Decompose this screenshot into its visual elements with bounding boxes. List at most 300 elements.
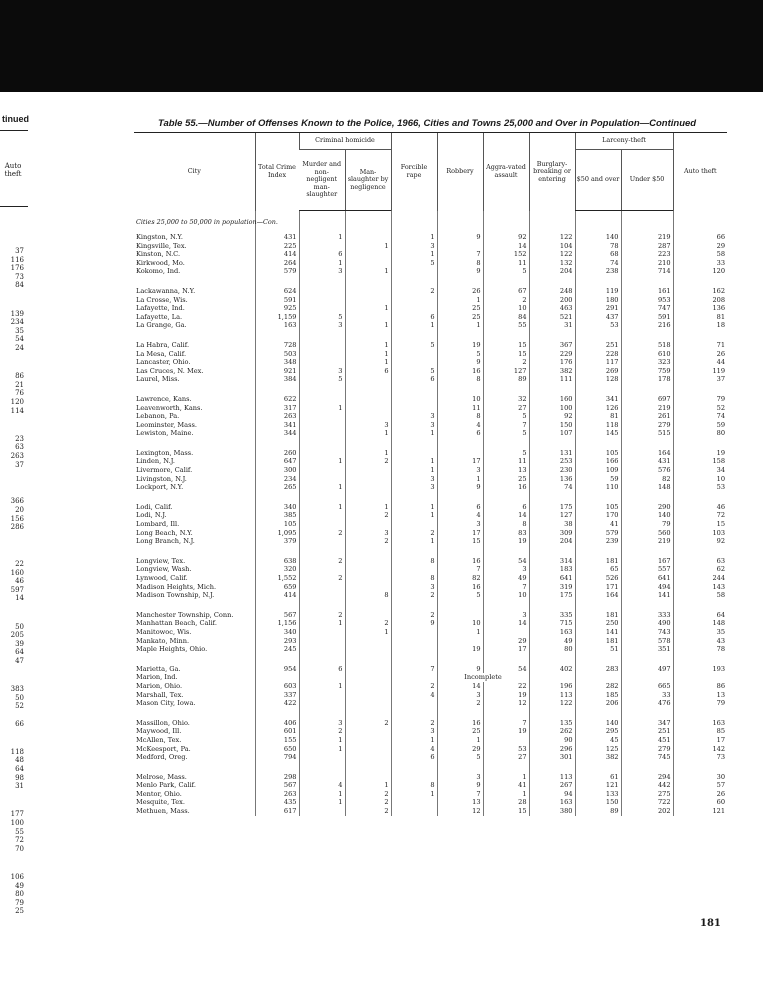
table-row [134,287,727,296]
city-cell: Lebanon, Pa. [136,412,180,421]
larceny-under-50-cell: 161 [621,287,673,296]
larceny-50-over-cell: 164 [575,591,621,600]
forcible-rape-cell [391,773,437,782]
city-cell: Laurel, Miss. [136,375,180,384]
aggravated-assault-cell: 54 [483,557,529,566]
robbery-cell [437,449,483,458]
left-auto-theft-value: 35 [15,326,24,335]
robbery-cell: 5 [437,753,483,762]
table-row [134,574,727,583]
total-crime-index-cell: 234 [255,475,299,484]
left-auto-theft-value: 177 [10,810,24,819]
total-crime-index-cell: 385 [255,511,299,520]
murder-cell: 1 [299,483,345,492]
incomplete-note: Incomplete [437,673,529,682]
criminal-homicide-header: Criminal homicide [299,133,391,150]
murder-cell [299,287,345,296]
city-cell: Lockport, N.Y. [136,483,184,492]
aggravated-assault-cell: 15 [483,807,529,816]
auto-theft-cell: 72 [673,511,727,520]
auto-theft-cell: 208 [673,296,727,305]
murder-cell [299,466,345,475]
table-row [134,628,727,637]
burglary-cell: 122 [529,250,575,259]
group-spacer [134,600,727,611]
manslaughter-cell: 2 [345,790,391,799]
total-crime-index-cell: 601 [255,727,299,736]
larceny-under-50-cell: 275 [621,790,673,799]
city-cell: Lodi, N.J. [136,511,167,520]
auto-theft-cell: 162 [673,287,727,296]
murder-cell: 1 [299,259,345,268]
left-auto-theft-value: 366 [10,497,24,506]
left-auto-theft-value: 139 [10,309,24,318]
city-cell: Las Cruces, N. Mex. [136,366,204,375]
forcible-rape-cell: 1 [391,233,437,242]
aggravated-assault-cell: 89 [483,375,529,384]
total-crime-index-cell: 591 [255,296,299,305]
aggravated-assault-cell: 14 [483,619,529,628]
larceny-50-over-cell: 74 [575,259,621,268]
forcible-rape-cell: 1 [391,321,437,330]
larceny-under-50-cell: 219 [621,233,673,242]
manslaughter-cell [345,313,391,322]
left-auto-theft-value: 37 [15,460,24,469]
left-auto-theft-value: 286 [10,523,24,532]
auto-theft-cell: 58 [673,250,727,259]
burglary-cell: 31 [529,321,575,330]
table-row [134,429,727,438]
robbery-cell: 7 [437,790,483,799]
total-crime-index-cell: 337 [255,691,299,700]
aggravated-assault-cell: 67 [483,287,529,296]
page-number: 181 [700,918,721,929]
larceny-under-50-cell: 442 [621,781,673,790]
burglary-cell: 641 [529,574,575,583]
burglary-cell: 463 [529,304,575,313]
burglary-cell: 90 [529,736,575,745]
robbery-cell: 3 [437,691,483,700]
burglary-cell: 113 [529,691,575,700]
forcible-rape-cell: 8 [391,574,437,583]
robbery-cell: 4 [437,511,483,520]
larceny-under-50-cell: 578 [621,637,673,646]
manslaughter-cell [345,745,391,754]
left-auto-theft-value: 22 [15,560,24,568]
city-cell: Leavenworth, Kans. [136,403,203,412]
city-cell: McAllen, Tex. [136,735,182,744]
left-auto-theft-value: 20 [15,506,24,514]
aggravated-assault-cell: 5 [483,412,529,421]
larceny-50-over-cell: 45 [575,736,621,745]
murder-cell: 6 [299,665,345,674]
robbery-cell: 8 [437,412,483,421]
aggravated-assault-cell: 14 [483,242,529,251]
city-cell: Lawrence, Kans. [136,394,192,403]
manslaughter-cell: 1 [345,503,391,512]
forcible-rape-cell: 9 [391,619,437,628]
larceny-50-over-cell: 579 [575,529,621,538]
burglary-cell: 200 [529,296,575,305]
aggravated-assault-cell: 19 [483,537,529,546]
larceny-under-50-cell: 497 [621,665,673,674]
murder-cell [299,628,345,637]
table-title: Table 55.—Number of Offenses Known to the Police, 1966, Cities and Towns 25,000 and Over in Population—Continued [158,118,697,129]
forcible-rape-cell: 3 [391,483,437,492]
auto-theft-cell: 73 [673,753,727,762]
aggravated-assault-cell: 152 [483,250,529,259]
larceny-under-50-cell: 140 [621,511,673,520]
robbery-cell: 1 [437,475,483,484]
larceny-under-50-cell: 210 [621,259,673,268]
murder-cell: 3 [299,321,345,330]
table-row [134,665,727,674]
forcible-rape-cell [391,628,437,637]
larceny-50-over-cell: 105 [575,449,621,458]
auto-theft-cell: 34 [673,466,727,475]
left-auto-theft-value: 64 [15,765,24,773]
larceny-under-50-cell: 641 [621,574,673,583]
group-spacer [134,384,727,395]
total-crime-index-cell: 414 [255,250,299,259]
larceny-50-over-cell: 228 [575,350,621,359]
forcible-rape-cell: 3 [391,412,437,421]
larceny-under-50-cell: 665 [621,682,673,691]
manslaughter-cell: 3 [345,421,391,430]
auto-theft-cell: 74 [673,412,727,421]
aggravated-assault-cell: 12 [483,699,529,708]
robbery-cell: 10 [437,619,483,628]
auto-theft-cell: 35 [673,628,727,637]
auto-theft-cell: 46 [673,503,727,512]
burglary-cell: 402 [529,665,575,674]
auto-theft-cell: 86 [673,682,727,691]
aggravated-assault-cell: 127 [483,367,529,376]
city-cell: Menlo Park, Calif. [136,781,196,790]
group-spacer [134,708,727,719]
total-crime-index-cell: 728 [255,341,299,350]
city-cell: Manchester Township, Conn. [136,610,234,619]
larceny-50-over-cell: 181 [575,611,621,620]
auto-theft-cell: 37 [673,375,727,384]
murder-cell [299,537,345,546]
city-cell: Maple Heights, Ohio. [136,645,208,654]
aggravated-assault-cell: 19 [483,691,529,700]
robbery-cell: 11 [437,404,483,413]
larceny-under-50-cell: 697 [621,395,673,404]
table-row [134,412,727,421]
forcible-rape-cell [391,637,437,646]
table-row [134,242,727,251]
larceny-under-50-cell: 347 [621,719,673,728]
city-cell: Marshall, Tex. [136,690,184,699]
aggravated-assault-cell: 5 [483,449,529,458]
auto-theft-cell: 33 [673,259,727,268]
city-cell: Leominster, Mass. [136,420,197,429]
burglary-cell: 163 [529,628,575,637]
forcible-rape-cell: 6 [391,375,437,384]
larceny-under-50-cell: 576 [621,466,673,475]
aggravated-assault-cell: 7 [483,719,529,728]
continued-label: tinued [2,114,29,124]
robbery-cell: 3 [437,520,483,529]
total-crime-index-cell: 300 [255,466,299,475]
manslaughter-cell [345,736,391,745]
auto-theft-cell: 63 [673,557,727,566]
burglary-cell: 136 [529,475,575,484]
robbery-cell: 10 [437,395,483,404]
aggravated-assault-cell [483,736,529,745]
aggravated-assault-cell: 27 [483,753,529,762]
city-cell: Lafayette, Ind. [136,304,185,313]
burglary-cell: 127 [529,511,575,520]
burglary-cell: 204 [529,537,575,546]
left-auto-theft-value: 118 [10,747,24,756]
total-crime-index-cell: 163 [255,321,299,330]
table-row [134,619,727,628]
left-auto-theft-value: 49 [15,881,24,890]
aggravated-assault-cell: 54 [483,665,529,674]
larceny-under-50-cell: 167 [621,557,673,566]
section-label-text: Cities 25,000 to 50,000 in population—Con. [136,217,278,226]
robbery-cell: 29 [437,745,483,754]
table-row [134,457,727,466]
aggravated-assault-cell: 7 [483,583,529,592]
burglary-cell: 382 [529,367,575,376]
manslaughter-header: Man-slaughter by negligence [345,150,391,211]
scan-top-band [0,0,763,92]
murder-cell [299,753,345,762]
group-spacer [134,330,727,341]
larceny-50-over-cell: 119 [575,287,621,296]
burglary-cell: 267 [529,781,575,790]
larceny-under-50-cell: 714 [621,267,673,276]
manslaughter-cell: 1 [345,429,391,438]
burglary-cell: 92 [529,412,575,421]
aggravated-assault-cell: 22 [483,682,529,691]
larceny-under-50-cell: 219 [621,537,673,546]
manslaughter-cell [345,259,391,268]
table-row [134,745,727,754]
total-crime-index-cell: 155 [255,736,299,745]
robbery-cell: 8 [437,375,483,384]
auto-theft-cell: 18 [673,321,727,330]
larceny-50-over-cell: 68 [575,250,621,259]
city-cell: Long Branch, N.J. [136,537,195,546]
city-cell: La Grange, Ga. [136,321,187,330]
aggravated-assault-cell: 6 [483,503,529,512]
larceny-50-over-cell: 145 [575,429,621,438]
robbery-cell [437,242,483,251]
larceny-under-50-cell: 148 [621,483,673,492]
total-crime-index-cell: 225 [255,242,299,251]
left-auto-theft-value: 54 [15,335,24,344]
burglary-cell: 230 [529,466,575,475]
larceny-50-over-cell: 295 [575,727,621,736]
total-crime-index-cell: 567 [255,781,299,790]
auto-theft-cell: 29 [673,242,727,251]
forcible-rape-cell: 8 [391,557,437,566]
burglary-header: Burglary-breaking or entering [529,133,575,211]
forcible-rape-cell: 5 [391,341,437,350]
aggravated-assault-cell: 8 [483,520,529,529]
forcible-rape-cell: 3 [391,475,437,484]
murder-cell: 4 [299,781,345,790]
burglary-cell: 319 [529,583,575,592]
murder-header: Murder and non-negligent man-slaughter [299,150,345,211]
manslaughter-cell [345,412,391,421]
city-cell: Kingston, N.Y. [136,233,183,241]
group-spacer [134,654,727,665]
total-crime-index-cell: 431 [255,233,299,242]
murder-cell: 3 [299,267,345,276]
aggravated-assault-cell: 2 [483,358,529,367]
table-row [134,591,727,600]
city-cell: La Crosse, Wis. [136,295,188,304]
city-cell: Longview, Wash. [136,565,192,574]
aggravated-assault-cell: 1 [483,773,529,782]
auto-theft-cell: 79 [673,395,727,404]
city-cell: Marion, Ohio. [136,681,183,690]
auto-theft-cell: 80 [673,429,727,438]
city-cell: Maywood, Ill. [136,727,182,736]
forcible-rape-cell [391,449,437,458]
city-cell: Long Beach, N.Y. [136,528,193,537]
manslaughter-cell: 2 [345,619,391,628]
burglary-cell: 150 [529,421,575,430]
total-crime-index-cell: 650 [255,745,299,754]
total-crime-index-cell: 260 [255,449,299,458]
murder-cell [299,511,345,520]
manslaughter-cell: 1 [345,781,391,790]
burglary-cell: 74 [529,483,575,492]
auto-theft-cell: 158 [673,457,727,466]
auto-theft-cell: 148 [673,619,727,628]
forcible-rape-cell [391,404,437,413]
table-row [134,781,727,790]
burglary-cell: 100 [529,404,575,413]
left-auto-theft-value: 98 [15,773,24,782]
larceny-50-over-cell: 117 [575,358,621,367]
robbery-cell: 17 [437,529,483,538]
murder-cell: 2 [299,557,345,566]
manslaughter-cell [345,475,391,484]
city-cell: Massillon, Ohio. [136,718,190,727]
city-cell: Madison Heights, Mich. [136,582,217,591]
robbery-cell: 25 [437,313,483,322]
manslaughter-cell [345,565,391,574]
manslaughter-cell [345,483,391,492]
larceny-under-50-cell: 82 [621,475,673,484]
manslaughter-cell [345,773,391,782]
auto-theft-cell: 15 [673,520,727,529]
left-auto-theft-value: 116 [10,255,24,264]
forcible-rape-cell: 3 [391,242,437,251]
left-auto-theft-value: 46 [15,577,24,586]
city-cell: Manhattan Beach, Calif. [136,619,217,628]
aggravated-assault-cell: 10 [483,304,529,313]
murder-cell [299,691,345,700]
forcible-rape-cell: 5 [391,259,437,268]
burglary-cell: 229 [529,350,575,359]
forcible-rape-cell [391,304,437,313]
larceny-50-over-cell: 140 [575,719,621,728]
city-cell: Mason City, Iowa. [136,699,196,708]
larceny-50-over-cell: 283 [575,665,621,674]
forcible-rape-cell: 1 [391,503,437,512]
left-auto-theft-value: 86 [15,372,24,381]
larceny-50-over-cell: 121 [575,781,621,790]
murder-cell [299,645,345,654]
larceny-under-50-cell: 494 [621,583,673,592]
larceny-under-50-cell: 431 [621,457,673,466]
left-auto-theft-value: 160 [10,568,24,577]
murder-cell: 1 [299,682,345,691]
total-crime-index-cell: 503 [255,350,299,359]
larceny-under-50-cell: 202 [621,807,673,816]
left-auto-theft-value: 39 [15,639,24,648]
manslaughter-cell: 1 [345,628,391,637]
auto-theft-cell: 26 [673,790,727,799]
forcible-rape-cell: 1 [391,250,437,259]
auto-theft-cell: 85 [673,727,727,736]
manslaughter-cell [345,645,391,654]
manslaughter-cell [345,250,391,259]
manslaughter-cell: 1 [345,242,391,251]
burglary-cell: 111 [529,375,575,384]
left-auto-theft-value: 52 [15,702,24,711]
larceny-50-over-cell: 78 [575,242,621,251]
larceny-under-50-cell: 451 [621,736,673,745]
left-auto-theft-value: 50 [15,693,24,702]
larceny-under-50-cell: 351 [621,645,673,654]
forcible-rape-cell [391,350,437,359]
auto-theft-cell: 64 [673,611,727,620]
city-cell: Manitowoc, Wis. [136,627,192,636]
larceny-under-50-cell: 141 [621,591,673,600]
total-crime-index-cell: 340 [255,503,299,512]
manslaughter-cell [345,665,391,674]
robbery-cell: 7 [437,250,483,259]
auto-theft-cell: 60 [673,798,727,807]
total-crime-index-cell: 925 [255,304,299,313]
city-cell: Livermore, Calif. [136,466,193,475]
table-row [134,773,727,782]
burglary-cell: 104 [529,242,575,251]
larceny-50-over-cell: 61 [575,773,621,782]
left-auto-theft-value: 234 [10,318,24,327]
larceny-50-over-cell: 125 [575,745,621,754]
auto-theft-cell: 26 [673,350,727,359]
left-auto-theft-value: 64 [15,648,24,657]
burglary-cell: 296 [529,745,575,754]
left-auto-theft-value: 383 [10,685,24,694]
burglary-cell: 309 [529,529,575,538]
total-crime-index-cell: 1,159 [255,313,299,322]
robbery-cell: 19 [437,645,483,654]
table-row [134,798,727,807]
table-row [134,304,727,313]
table-row [134,637,727,646]
total-crime-index-cell: 567 [255,611,299,620]
robbery-cell: 5 [437,591,483,600]
forcible-rape-cell [391,358,437,367]
auto-theft-cell: 59 [673,421,727,430]
total-crime-index-cell: 638 [255,557,299,566]
auto-theft-cell: 163 [673,719,727,728]
left-auto-theft-value: 21 [15,380,24,389]
aggravated-assault-cell: 15 [483,341,529,350]
